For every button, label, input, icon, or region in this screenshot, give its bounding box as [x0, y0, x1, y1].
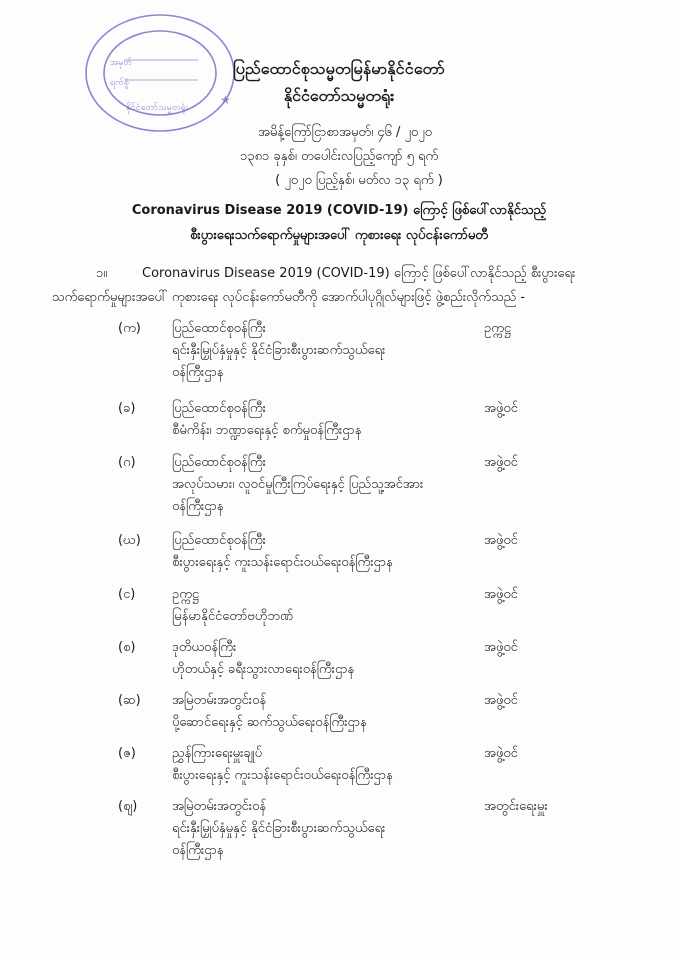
member-position-line: ဝန်ကြီးဌာန	[172, 499, 224, 514]
member-label: (င)	[118, 587, 136, 602]
member-label: (ဇ)	[118, 746, 136, 761]
member-position	[172, 796, 502, 862]
member-position	[172, 452, 502, 518]
member-position	[172, 530, 502, 574]
order-number: အမိန့်ကြော်ငြာစာအမှတ်၊ ၄၆ / ၂၀၂၀	[258, 125, 432, 140]
member-role: ဥက္ကဋ္ဌ	[484, 321, 511, 336]
paragraph-line-1: Coronavirus Disease 2019 (COVID-19) ကြောင့် ဖြစ်ပေါ်လာနိုင်သည့် စီးပွားရေး	[142, 266, 576, 281]
member-position	[172, 690, 502, 734]
member-label: (ဈ)	[118, 799, 138, 814]
member-position-line: ညွှန်ကြားရေးမှူးချုပ်	[172, 746, 263, 761]
header-office: နိုင်ငံတော်သမ္မတရုံး	[283, 86, 395, 105]
member-position-line: ဝန်ကြီးဌာန	[172, 843, 224, 858]
member-position-line: ဝန်ကြီးဌာန	[172, 365, 224, 380]
seal-line-2: ရက်စွဲ	[110, 78, 130, 88]
member-label: (ဆ)	[118, 693, 141, 708]
member-role: အဖွဲ့ဝင်	[484, 401, 518, 416]
member-role: အဖွဲ့ဝင်	[484, 455, 518, 470]
gregorian-date: ( ၂၀၂၀ ပြည့်နှစ်၊ မတ်လ ၁၃ ရက် )	[275, 173, 443, 188]
member-role: အဖွဲ့ဝင်	[484, 746, 518, 761]
member-position-line: အမြဲတမ်းအတွင်းဝန်	[172, 693, 267, 708]
member-position-line: ဒုတိယဝန်ကြီး	[172, 640, 237, 655]
seal-line-1: အမှတ်	[110, 58, 133, 68]
committee-title-line-1: Coronavirus Disease 2019 (COVID-19) ကြောင့် ဖြစ်ပေါ်လာနိုင်သည့်	[131, 203, 547, 218]
seal-bottom-text: နိုင်ငံတော်သမ္မတရုံး	[126, 103, 189, 113]
member-role: အဖွဲ့ဝင်	[484, 693, 518, 708]
committee-title-line-2: စီးပွားရေးသက်ရောက်မှုများအပေါ် ကုစားရေး လုပ်ငန်းကော်မတီ	[190, 228, 488, 243]
member-position-line: ပြည်ထောင်စုဝန်ကြီး	[172, 455, 266, 470]
member-position-line: စီးပွားရေးနှင့် ကူးသန်းရောင်းဝယ်ရေးဝန်ကြီးဌာန	[172, 768, 393, 783]
member-label: (ခ)	[118, 401, 136, 416]
member-position	[172, 584, 502, 628]
member-position-line: မြန်မာနိုင်ငံတော်ဗဟိုဘဏ်	[172, 609, 294, 624]
paragraph-1	[52, 262, 636, 310]
member-position-line: ပြည်ထောင်စုဝန်ကြီး	[172, 533, 266, 548]
member-position-line: ပို့ဆောင်ရေးနှင့် ဆက်သွယ်ရေးဝန်ကြီးဌာန	[172, 715, 367, 730]
seal-star-icon: ★	[220, 93, 231, 107]
member-label: (က)	[118, 321, 141, 336]
member-label: (စ)	[118, 640, 136, 655]
member-position	[172, 743, 502, 787]
member-role: အဖွဲ့ဝင်	[484, 640, 518, 655]
member-position-line: စီမံကိန်း၊ ဘဏ္ဍာရေးနှင့် စက်မှုဝန်ကြီးဌာန	[172, 423, 362, 438]
member-position-line: စီးပွားရေးနှင့် ကူးသန်းရောင်းဝယ်ရေးဝန်ကြီးဌာန	[172, 555, 393, 570]
member-role: အဖွဲ့ဝင်	[484, 533, 518, 548]
member-position-line: ရင်းနှီးမြှုပ်နှံမှုနှင့် နိုင်ငံခြားစီးပွားဆက်သွယ်ရေး	[172, 821, 386, 836]
member-position	[172, 318, 502, 384]
myanmar-date: ၁၃၈၁ ခုနှစ်၊ တပေါင်းလပြည့်ကျော် ၅ ရက်	[240, 149, 439, 164]
member-position-line: ရင်းနှီးမြှုပ်နှံမှုနှင့် နိုင်ငံခြားစီးပွားဆက်သွယ်ရေး	[172, 343, 386, 358]
member-role: အဖွဲ့ဝင်	[484, 587, 518, 602]
member-label: (ဃ)	[118, 533, 141, 548]
member-position-line: ဟိုတယ်နှင့် ခရီးသွားလာရေးဝန်ကြီးဌာန	[172, 662, 355, 677]
member-label: (ဂ)	[118, 455, 136, 470]
member-position-line: အလုပ်သမား၊ လူဝင်မှုကြီးကြပ်ရေးနှင့် ပြည်သူ့အင်အား	[172, 477, 424, 492]
member-position-line: ပြည်ထောင်စုဝန်ကြီး	[172, 321, 266, 336]
paragraph-line-2: သက်ရောက်မှုများအပေါ် ကုစားရေး လုပ်ငန်းကော်မတီကို အောက်ပါပုဂ္ဂိုလ်များဖြင့် ဖွဲ့စည်းလိုက်သည် -	[52, 290, 526, 305]
paragraph-number: ၁။	[96, 266, 108, 281]
header-country: ပြည်ထောင်စုသမ္မတမြန်မာနိုင်ငံတော်	[233, 59, 445, 78]
member-position-line: ဥက္ကဋ္ဌ	[172, 587, 199, 602]
member-position-line: ပြည်ထောင်စုဝန်ကြီး	[172, 401, 266, 416]
member-position-line: အမြဲတမ်းအတွင်းဝန်	[172, 799, 267, 814]
member-position	[172, 637, 502, 681]
member-role: အတွင်းရေးမှူး	[484, 799, 548, 814]
member-position	[172, 398, 502, 442]
